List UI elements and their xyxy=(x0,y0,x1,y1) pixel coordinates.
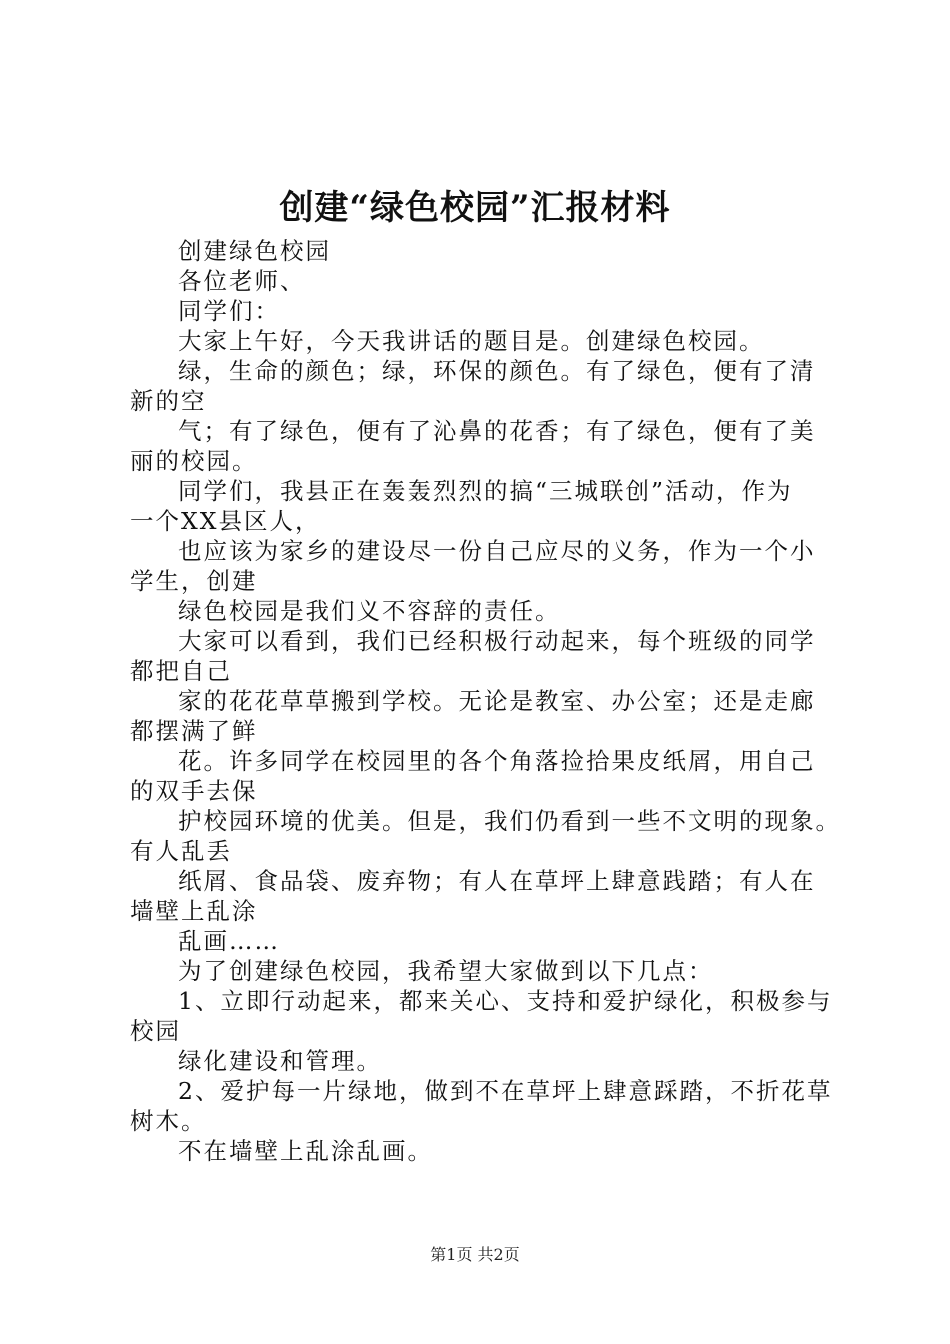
paragraph xyxy=(130,296,840,326)
paragraph xyxy=(130,806,840,866)
paragraph xyxy=(130,746,840,806)
paragraph-line: 绿，生命的颜色；绿，环保的颜色。有了绿色，便有了清 xyxy=(178,357,816,385)
paragraph xyxy=(130,626,840,686)
paragraph xyxy=(130,1136,840,1166)
paragraph-continuation: 树木。 xyxy=(130,1107,207,1135)
paragraph xyxy=(130,356,840,416)
paragraph xyxy=(130,926,840,956)
paragraph-line: 大家上午好，今天我讲话的题目是。创建绿色校园。 xyxy=(178,327,765,355)
paragraph xyxy=(130,956,840,986)
paragraph xyxy=(130,986,840,1046)
paragraph-line: 同学们： xyxy=(178,297,280,325)
paragraph-line: 纸屑、食品袋、废弃物；有人在草坪上肆意践踏；有人在 xyxy=(178,867,816,895)
paragraph-line: 乱画…… xyxy=(178,927,280,955)
paragraph-continuation: 墙壁上乱涂 xyxy=(130,897,258,925)
paragraph-line: 花。许多同学在校园里的各个角落捡拾果皮纸屑，用自己 xyxy=(178,747,816,775)
paragraph xyxy=(130,1046,840,1076)
document-title: 创建“绿色校园”汇报材料 xyxy=(279,188,671,228)
paragraph xyxy=(130,1076,840,1136)
paragraph-line: 1、立即行动起来，都来关心、支持和爱护绿化，积极参与 xyxy=(178,987,833,1015)
paragraph-continuation: 学生，创建 xyxy=(130,567,258,595)
paragraph-line: 各位老师、 xyxy=(178,267,306,295)
paragraph-continuation: 有人乱丢 xyxy=(130,837,232,865)
paragraph xyxy=(130,866,840,926)
paragraph-line: 绿化建设和管理。 xyxy=(178,1047,382,1075)
paragraph xyxy=(130,596,840,626)
paragraph xyxy=(130,326,840,356)
paragraph-line: 同学们，我县正在轰轰烈烈的搞“三城联创”活动，作为 xyxy=(178,477,793,505)
paragraph xyxy=(130,416,840,476)
paragraph-line: 也应该为家乡的建设尽一份自己应尽的义务，作为一个小 xyxy=(178,537,816,565)
paragraph-continuation: 的双手去保 xyxy=(130,777,258,805)
paragraph xyxy=(130,266,840,296)
paragraph-line: 不在墙壁上乱涂乱画。 xyxy=(178,1137,433,1165)
paragraph-continuation: 校园 xyxy=(130,1017,181,1045)
paragraph-line: 大家可以看到，我们已经积极行动起来，每个班级的同学 xyxy=(178,627,816,655)
paragraph-line: 创建绿色校园 xyxy=(178,237,331,265)
paragraph-continuation: 丽的校园。 xyxy=(130,447,258,475)
paragraph-line: 家的花花草草搬到学校。无论是教室、办公室；还是走廊 xyxy=(178,687,816,715)
paragraph-continuation: 都把自己 xyxy=(130,657,232,685)
paragraph-continuation: 一个XX县区人， xyxy=(130,507,321,535)
paragraph-continuation: 新的空 xyxy=(130,387,207,415)
paragraph-line: 气；有了绿色，便有了沁鼻的花香；有了绿色，便有了美 xyxy=(178,417,816,445)
paragraph xyxy=(130,476,840,536)
paragraph-line: 护校园环境的优美。但是，我们仍看到一些不文明的现象。 xyxy=(178,807,841,835)
document-body xyxy=(130,236,840,1166)
page-number-footer: 第1页 共2页 xyxy=(430,1245,520,1264)
paragraph xyxy=(130,686,840,746)
paragraph-line: 为了创建绿色校园，我希望大家做到以下几点： xyxy=(178,957,714,985)
paragraph xyxy=(130,536,840,596)
paragraph-line: 绿色校园是我们义不容辞的责任。 xyxy=(178,597,561,625)
paragraph-line: 2、爱护每一片绿地，做到不在草坪上肆意踩踏，不折花草 xyxy=(178,1077,833,1105)
paragraph-continuation: 都摆满了鲜 xyxy=(130,717,258,745)
paragraph xyxy=(130,236,840,266)
